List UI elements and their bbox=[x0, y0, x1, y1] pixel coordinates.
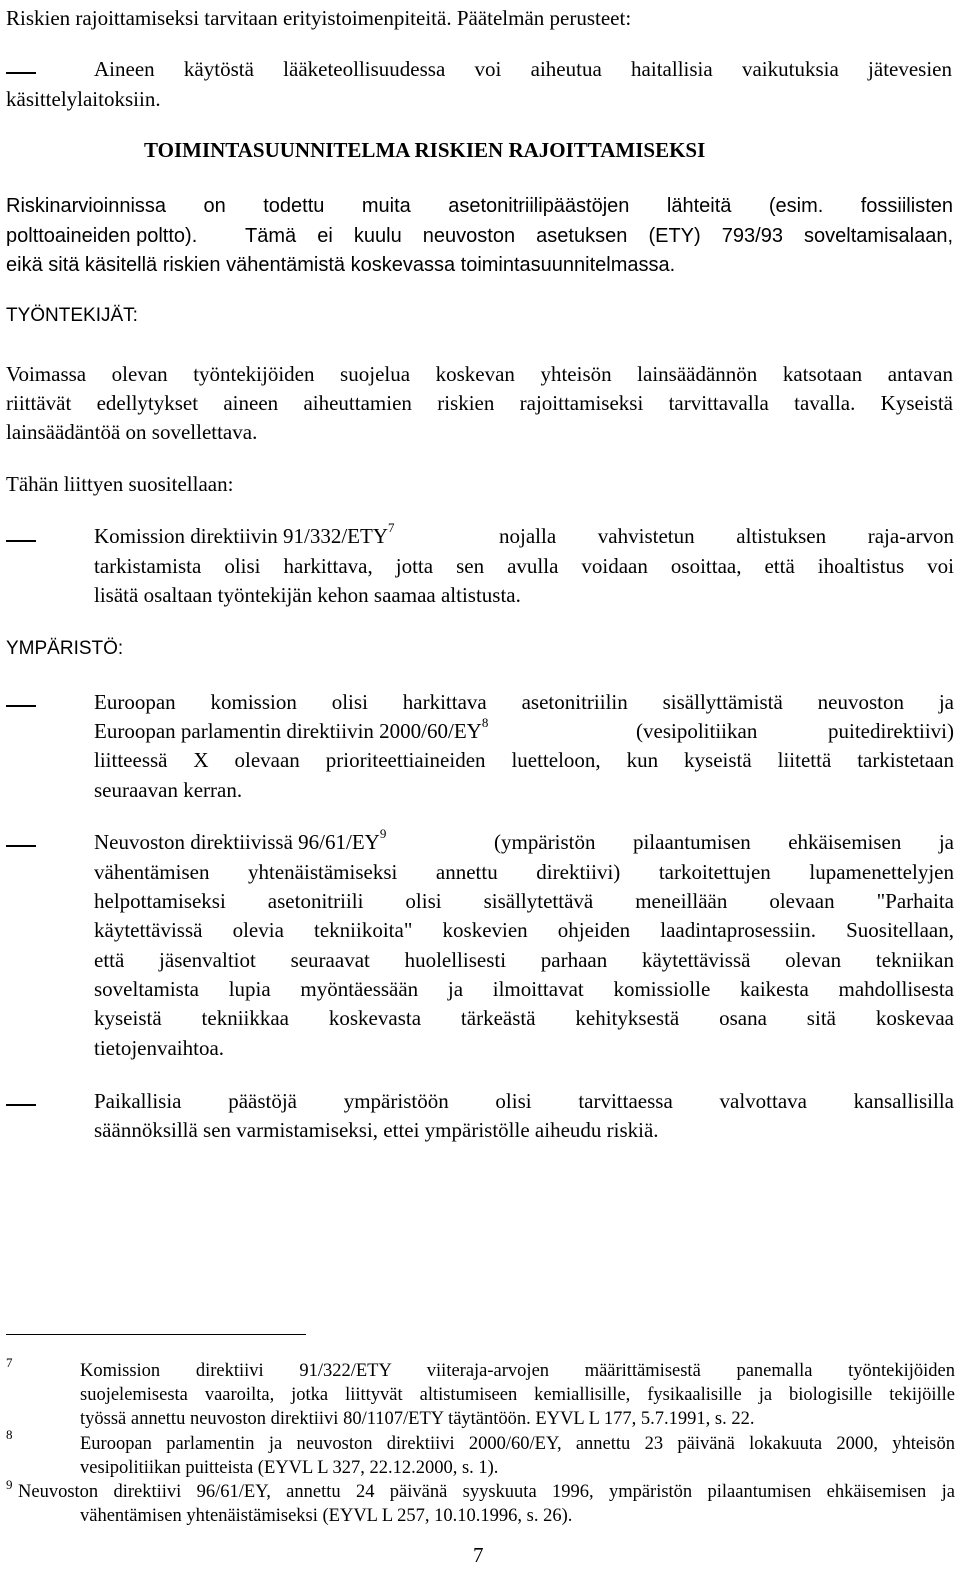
bullet-dash bbox=[6, 705, 36, 707]
section-heading: TOIMINTASUUNNITELMA RISKIEN RAJOITTAMISEKSI bbox=[144, 138, 706, 162]
bullet-text: käytettävissä olevia tekniikoita" koskevien ohjeiden laadintaprosessiin. Suositellaan, bbox=[94, 918, 954, 942]
bullet-text: kyseistä tekniikkaa koskevasta tärkeästä kehityksestä osana sitä koskevaa bbox=[94, 1006, 954, 1030]
bullet-text: seuraavan kerran. bbox=[94, 778, 243, 802]
bullet-text-part: Komission direktiivin 91/332/ETY bbox=[94, 524, 388, 548]
bullet-text: soveltamista lupia myöntäessään ja ilmoittavat komissiolle kaikesta mahdollisesta bbox=[94, 977, 954, 1001]
intro-bullet-text: Aineen käytöstä lääketeollisuudessa voi aiheutua haitallisia vaikutuksia jätevesien bbox=[94, 57, 952, 81]
footnote-ref-7[interactable]: 7 bbox=[388, 520, 395, 535]
bullet-text: liitteessä X olevaan prioriteettiaineiden luetteloon, kun kyseistä liitettä tarkistetaan bbox=[94, 748, 954, 772]
paragraph-line: Riskinarvioinnissa on todettu muita asetonitriilipäästöjen lähteitä (esim. fossiilisten bbox=[6, 195, 953, 217]
bullet-dash bbox=[6, 1104, 36, 1106]
footnote-9-text: Neuvoston direktiivi 96/61/EY, annettu 24 päivänä syyskuuta 1996, ympäristön pilaantumisen ehkäisemisen ja bbox=[18, 1482, 955, 1502]
bullet-text: (vesipolitiikan puitedirektiivi) bbox=[636, 719, 954, 743]
footnote-number: 9 bbox=[6, 1477, 13, 1492]
footnote-ref-9[interactable]: 9 bbox=[379, 826, 387, 841]
bullet-text: tietojenvaihtoa. bbox=[94, 1036, 225, 1060]
footnote-7-text: suojelemisesta vaaroilta, jotka liittyvät altistumiseen kemiallisille, fysikaalisille ja biologisille tekijöille bbox=[80, 1385, 955, 1405]
footnote-7-text: Komission direktiivi 91/322/ETY viiteraja-arvojen määrittämisestä panemalla työntekijöiden bbox=[80, 1361, 955, 1381]
paragraph-line: Voimassa olevan työntekijöiden suojelua koskevan yhteisön lainsäädännön katsotaan antavan bbox=[6, 362, 953, 386]
bullet-dash bbox=[6, 72, 36, 74]
footnote-number: 8 bbox=[6, 1427, 13, 1442]
bullet-text-part: Euroopan parlamentin direktiivin 2000/60/EY bbox=[94, 719, 482, 743]
environment-label: YMPÄRISTÖ: bbox=[6, 638, 124, 659]
bullet-text bbox=[94, 520, 395, 548]
footnote-9-text: vähentämisen yhtenäistämiseksi (EYVL L 257, 10.10.1996, s. 26). bbox=[80, 1506, 573, 1526]
workers-label: TYÖNTEKIJÄT: bbox=[6, 305, 138, 326]
footnote-number: 7 bbox=[6, 1355, 13, 1370]
bullet-text: lisätä osaltaan työntekijän kehon saamaa altistusta. bbox=[94, 583, 521, 607]
bullet-text-part: Neuvoston direktiivissä 96/61/EY bbox=[94, 830, 380, 854]
bullet-text bbox=[94, 715, 489, 743]
bullet-text: Paikallisia päästöjä ympäristöön olisi tarvittaessa valvottava kansallisilla bbox=[94, 1089, 954, 1113]
bullet-dash bbox=[6, 845, 36, 847]
bullet-text: helpottamiseksi asetonitriili olisi sisällytettävä meneillään olevaan "Parhaita bbox=[94, 889, 954, 913]
intro-text: Riskien rajoittamiseksi tarvitaan erityistoimenpiteitä. Päätelmän perusteet: bbox=[6, 6, 632, 30]
bullet-text: säännöksillä sen varmistamiseksi, ettei ympäristölle aiheudu riskiä. bbox=[94, 1118, 659, 1142]
paragraph-line: Tämä ei kuulu neuvoston asetuksen (ETY) 793/93 soveltamisalaan, bbox=[245, 225, 953, 247]
bullet-text: että jäsenvaltiot seuraavat huolellisesti parhaan käytettävissä olevan tekniikan bbox=[94, 948, 954, 972]
bullet-text: Euroopan komission olisi harkittava asetonitriilin sisällyttämistä neuvoston ja bbox=[94, 690, 954, 714]
bullet-text: vähentämisen yhtenäistämiseksi annettu direktiivi) tarkoitettujen lupamenettelyjen bbox=[94, 860, 954, 884]
footnote-7-text: työssä annettu neuvoston direktiivi 80/1107/ETY täytäntöön. EYVL L 177, 5.7.1991, s. 22. bbox=[80, 1409, 755, 1429]
paragraph-line: eikä sitä käsitellä riskien vähentämistä koskevassa toimintasuunnitelmassa. bbox=[6, 254, 676, 276]
paragraph-line: lainsäädäntöä on sovellettava. bbox=[6, 420, 258, 444]
bullet-text bbox=[94, 826, 387, 854]
bullet-dash bbox=[6, 540, 36, 542]
paragraph-line: riittävät edellytykset aineen aiheuttamien riskien rajoittamiseksi tarvittavalla tavalla. Kyseistä bbox=[6, 391, 953, 415]
footnote-8-text: Euroopan parlamentin ja neuvoston direktiivi 2000/60/EY, annettu 23 päivänä lokakuuta 2000, yhteisön bbox=[80, 1434, 955, 1454]
page-number: 7 bbox=[473, 1543, 484, 1567]
footnote-ref-8[interactable]: 8 bbox=[481, 715, 489, 730]
bullet-text: tarkistamista olisi harkittava, jotta sen avulla voidaan osoittaa, että ihoaltistus voi bbox=[94, 554, 954, 578]
intro-bullet-text-cont: käsittelylaitoksiin. bbox=[6, 87, 161, 111]
footnote-8-text: vesipolitiikan puitteista (EYVL L 327, 22.12.2000, s. 1). bbox=[80, 1458, 499, 1478]
recommendation-intro: Tähän liittyen suositellaan: bbox=[6, 472, 234, 496]
bullet-text: nojalla vahvistetun altistuksen raja-arvon bbox=[499, 524, 954, 548]
footnote-separator bbox=[6, 1334, 306, 1335]
bullet-text: (ympäristön pilaantumisen ehkäisemisen ja bbox=[494, 830, 954, 854]
paragraph-line: polttoaineiden poltto). bbox=[6, 225, 198, 247]
